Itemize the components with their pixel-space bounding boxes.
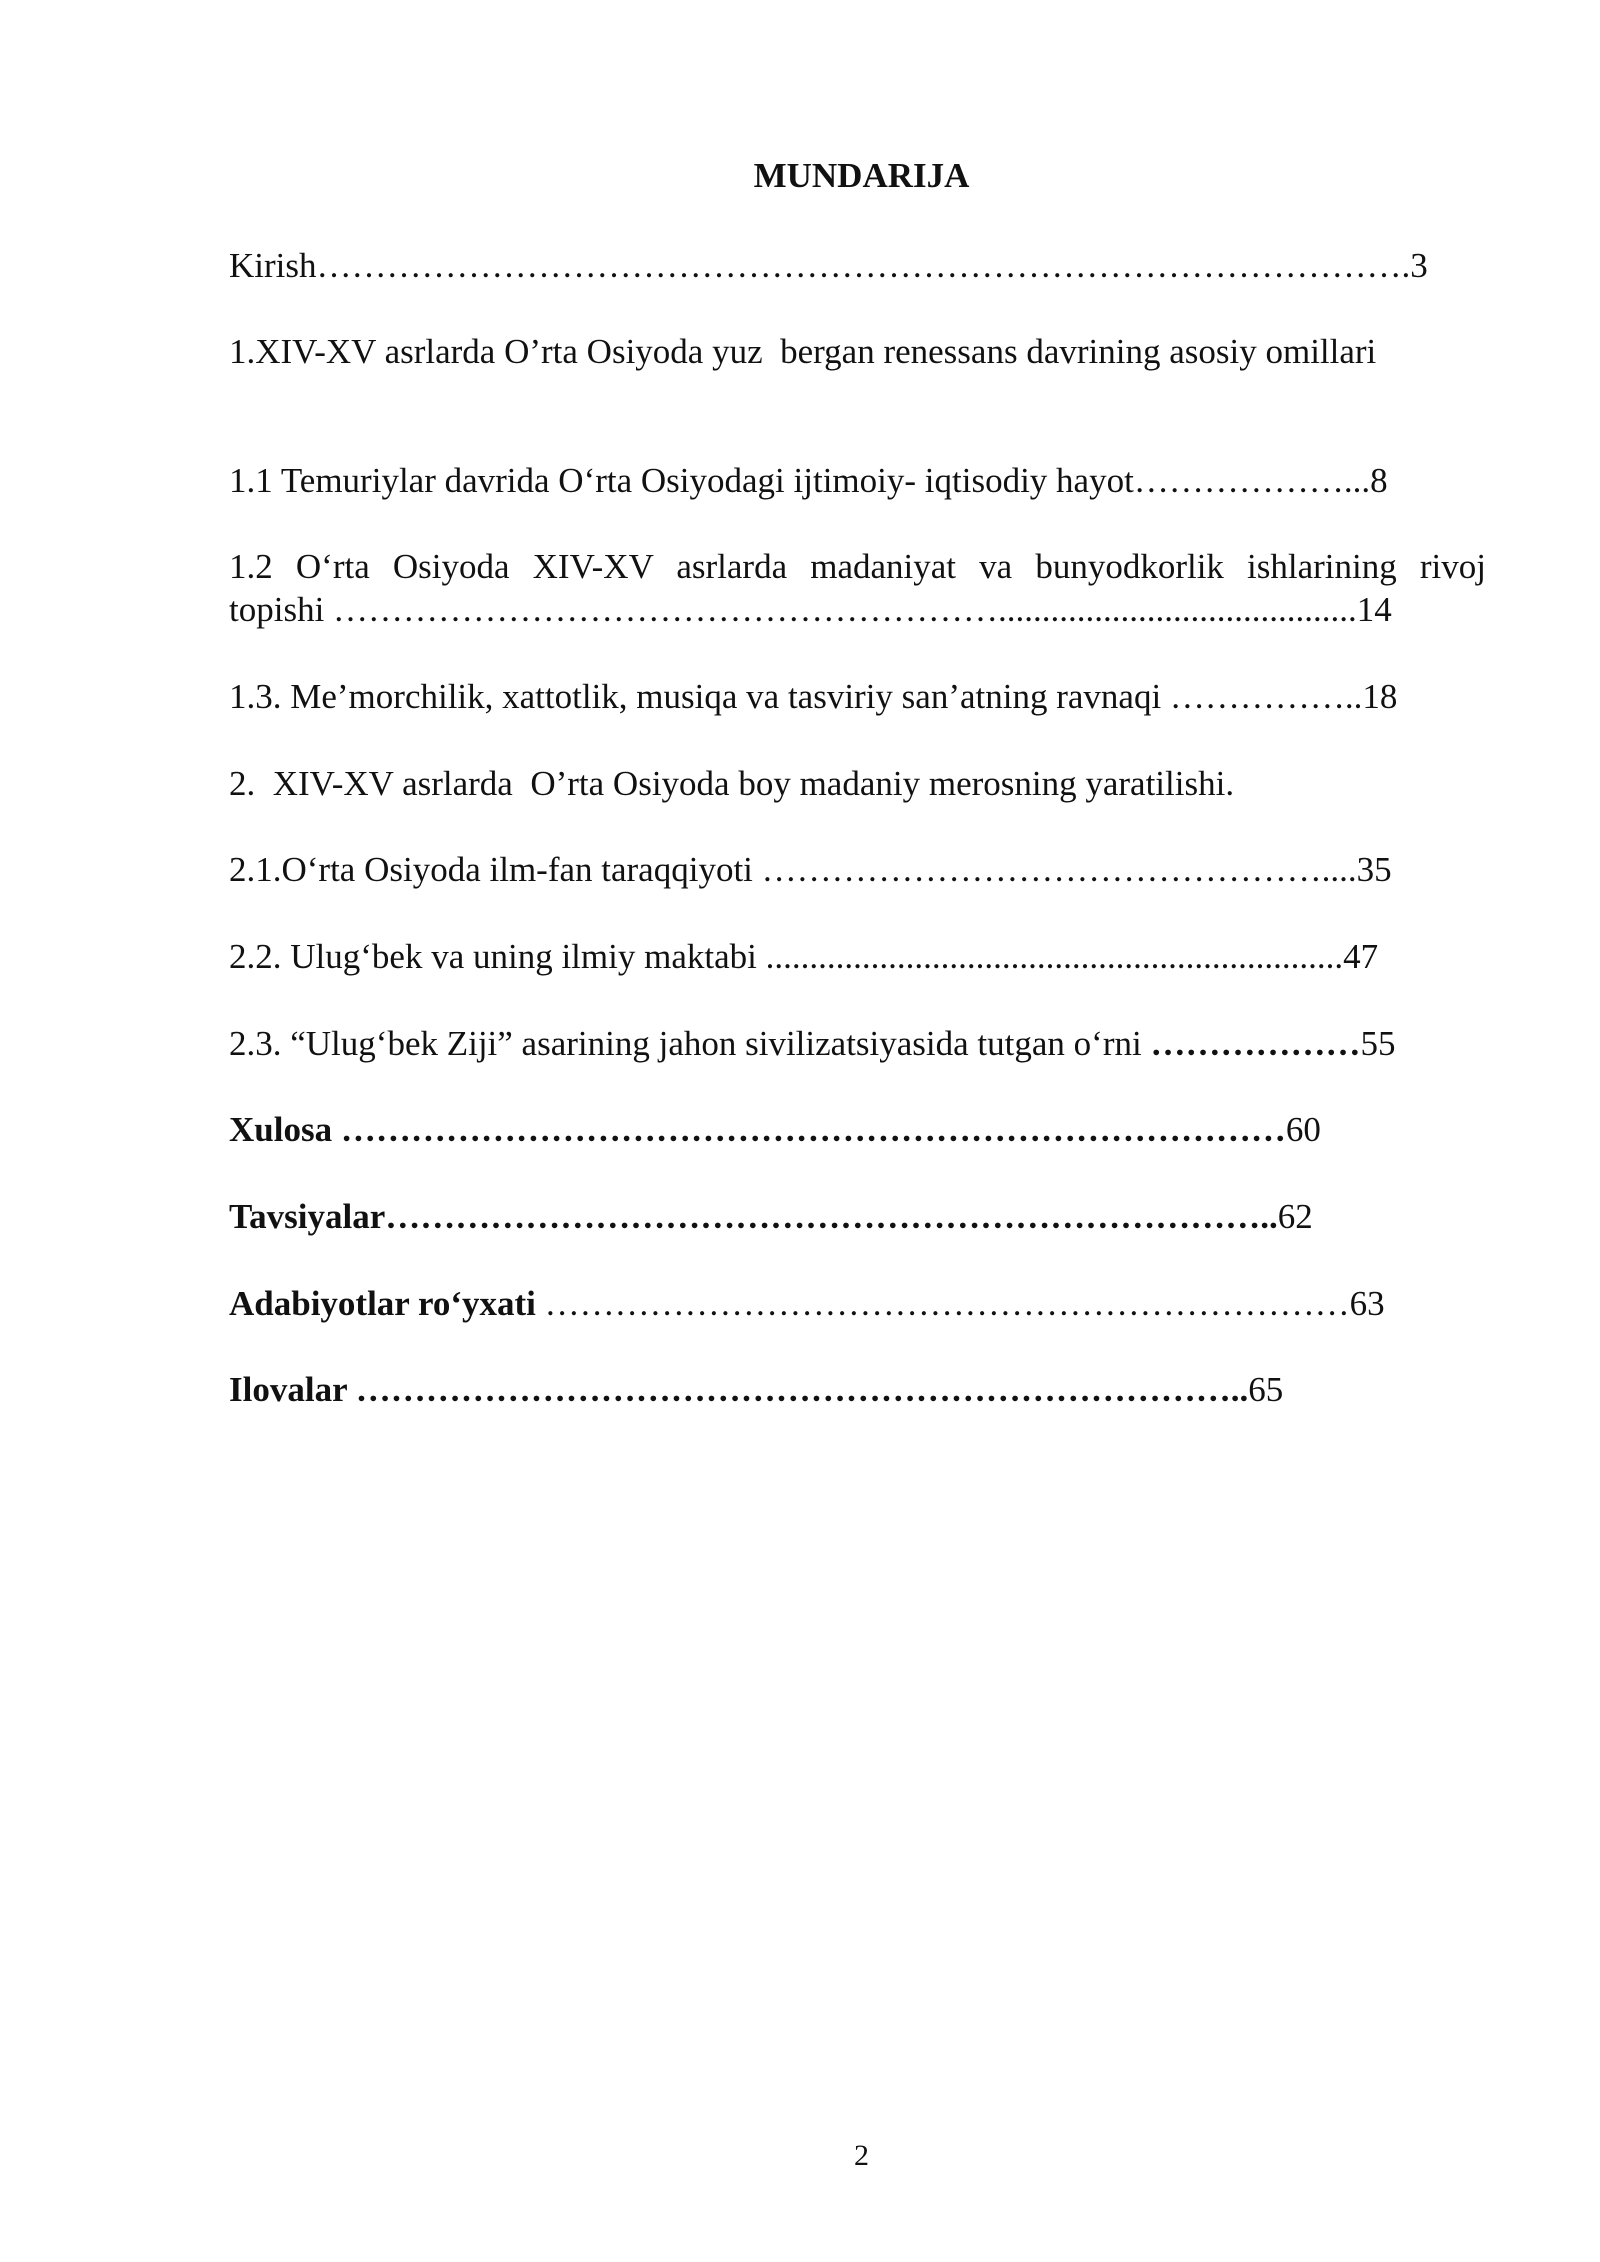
toc-entry-title: 2.1.O‘rta Osiyoda ilm-fan taraqqiyoti: [229, 850, 762, 889]
toc-page-number: 8: [1370, 461, 1388, 500]
toc-entry-adabiyotlar[interactable]: [229, 1278, 1385, 1330]
toc-page-number: 55: [1360, 1024, 1396, 1063]
toc-entry-section-2-3[interactable]: [229, 1018, 1395, 1070]
toc-dot-leader: ………………………………………………….........................................: [333, 590, 1357, 629]
toc-entry-title: Ilovalar: [229, 1370, 356, 1409]
page-title: MUNDARIJA: [753, 156, 970, 195]
toc-entry-section-1-2-continued[interactable]: [229, 584, 1392, 636]
toc-entry-kirish[interactable]: [229, 240, 1428, 292]
toc-entry-ilovalar[interactable]: [229, 1364, 1283, 1416]
toc-entry-section-2-2[interactable]: [229, 931, 1378, 983]
toc-dot-leader: ……………..: [1169, 677, 1363, 716]
toc-dot-leader: ………………: [1150, 1024, 1361, 1063]
toc-entry-chapter-1[interactable]: [229, 326, 1376, 378]
toc-page-number: 65: [1248, 1370, 1284, 1409]
page-number: 2: [854, 2139, 869, 2172]
toc-entry-title: 2.2. Ulug‘bek va uning ilmiy maktabi: [229, 937, 766, 976]
toc-dot-leader: ………………………………………………………………………………….: [316, 246, 1411, 285]
toc-page-number: 63: [1349, 1284, 1385, 1323]
toc-entry-title: Adabiyotlar ro‘yxati: [229, 1284, 545, 1323]
toc-dot-leader: ……………………………………………………………: [544, 1284, 1350, 1323]
toc-page-number: 14: [1356, 590, 1392, 629]
toc-entry-title: Xulosa: [229, 1110, 341, 1149]
toc-entry-section-2-1[interactable]: [229, 844, 1392, 896]
toc-entry-title: 2.3. “Ulug‘bek Ziji” asarining jahon sivilizatsiyasida tutgan o‘rni: [229, 1024, 1151, 1063]
toc-page-number: 60: [1285, 1110, 1321, 1149]
toc-entry-chapter-2[interactable]: [229, 758, 1234, 810]
toc-page-number: 3: [1410, 246, 1428, 285]
toc-entry-section-1-1[interactable]: [229, 455, 1388, 507]
toc-dot-leader: …………………………………………………………………..: [385, 1197, 1278, 1236]
toc-page-number: 47: [1343, 937, 1379, 976]
toc-entry-title: Kirish: [229, 246, 317, 285]
toc-page-number: 62: [1277, 1197, 1313, 1236]
toc-dot-leader: ..................................................................: [765, 937, 1344, 976]
toc-entry-title: 1.2 O‘rta Osiyoda XIV-XV asrlarda madaniyat va bunyodkorlik ishlarining rivoj: [229, 547, 1486, 586]
toc-entry-xulosa[interactable]: [229, 1104, 1321, 1156]
toc-entry-tavsiyalar[interactable]: [229, 1191, 1313, 1243]
toc-page-number: 18: [1362, 677, 1398, 716]
toc-entry-title: Tavsiyalar: [229, 1197, 386, 1236]
toc-entry-title: 1.1 Temuriylar davrida O‘rta Osiyodagi ijtimoiy- iqtisodiy hayot: [229, 461, 1134, 500]
toc-entry-title: 2. XIV-XV asrlarda O’rta Osiyoda boy madaniy merosning yaratilishi.: [229, 764, 1235, 803]
toc-dot-leader: ………………...: [1133, 461, 1371, 500]
toc-page-number: 35: [1356, 850, 1392, 889]
toc-entry-section-1-3[interactable]: [229, 671, 1397, 723]
toc-dot-leader: …………………………………………....: [761, 850, 1357, 889]
toc-entry-title: 1.3. Me’morchilik, xattotlik, musiqa va tasviriy san’atning ravnaqi: [229, 677, 1170, 716]
toc-dot-leader: …………………………………………………………………..: [355, 1370, 1249, 1409]
toc-entry-title: topishi: [229, 590, 334, 629]
toc-entry-title: 1.XIV-XV asrlarda O’rta Osiyoda yuz bergan renessans davrining asosiy omillari: [229, 332, 1377, 371]
toc-dot-leader: ………………………………………………………………………: [340, 1110, 1286, 1149]
